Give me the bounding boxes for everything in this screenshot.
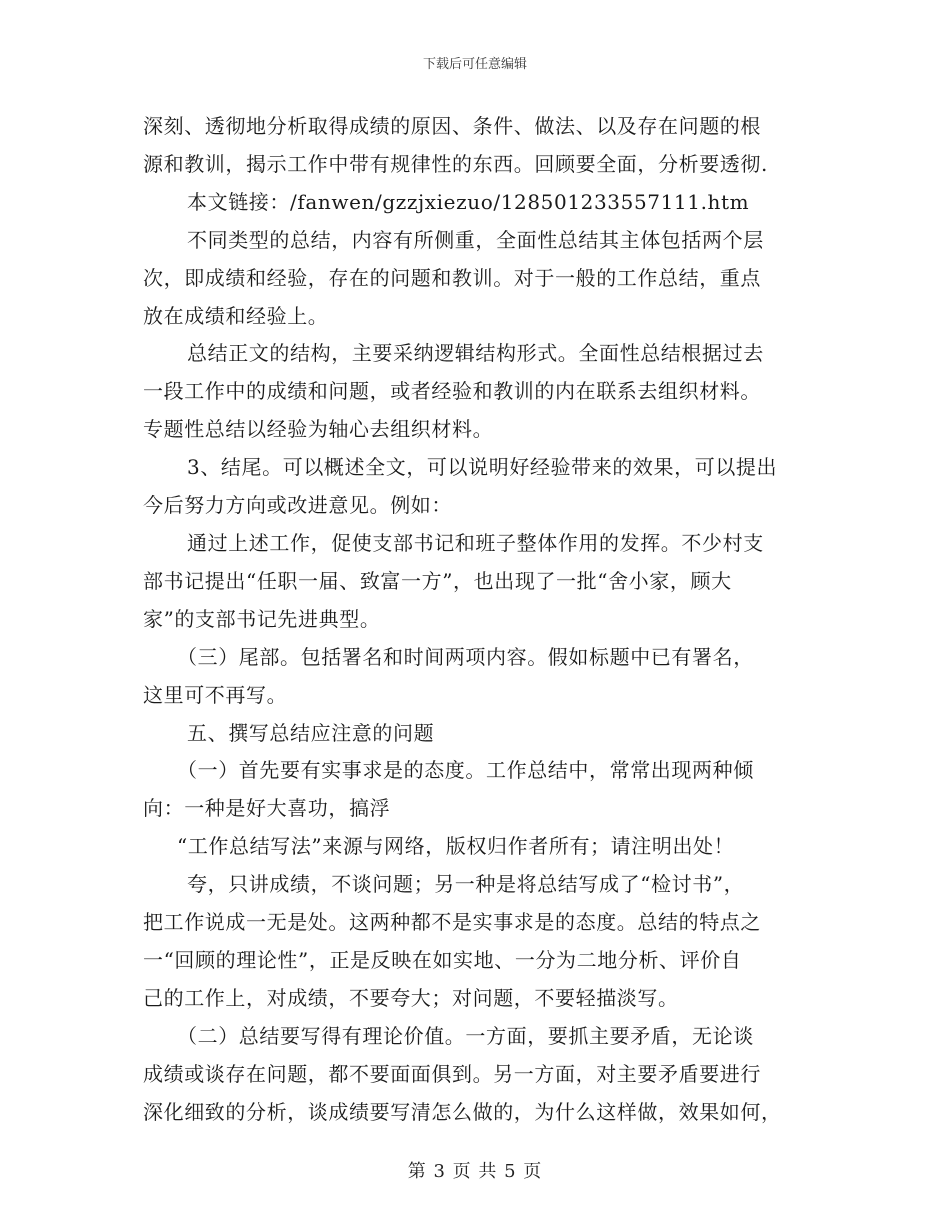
paragraph-line: 3、结尾。可以概述全文，可以说明好经验带来的效果，可以提出: [187, 455, 778, 480]
paragraph-line: 己的工作上，对成绩，不要夸大；对问题，不要轻描淡写。: [143, 985, 679, 1010]
paragraph-line: 放在成绩和经验上。: [143, 303, 329, 328]
paragraph-line: 深化细致的分析，谈成绩要写清怎么做的，为什么这样做，效果如何，: [143, 1099, 782, 1124]
paragraph-line: 向：一种是好大喜功，搞浮: [143, 796, 391, 821]
paragraph-line: 把工作说成一无是处。这两种都不是实事求是的态度。总结的特点之: [143, 910, 761, 935]
paragraph-line: 家”的支部书记先进典型。: [143, 606, 381, 631]
paragraph-line: 部书记提出“任职一届、致富一方”，也出现了一批“舍小家，顾大: [143, 568, 732, 593]
page-header: 下载后可任意编辑: [422, 57, 527, 72]
paragraph-line: 总结正文的结构，主要采纳逻辑结构形式。全面性总结根据过去: [187, 341, 764, 366]
paragraph-line: 深刻、透彻地分析取得成绩的原因、条件、做法、以及存在问题的根: [143, 114, 761, 138]
paragraph-line: 源和教训，揭示工作中带有规律性的东西。回顾要全面，分析要透彻.: [143, 151, 768, 176]
paragraph-line: 今后努力方向或改进意见。例如：: [143, 493, 452, 518]
paragraph-line: 这里可不再写。: [143, 682, 288, 707]
paragraph-line: 不同类型的总结，内容有所侧重，全面性总结其主体包括两个层: [187, 227, 764, 252]
source-notice-line: “工作总结写法”来源与网络，版权归作者所有；请注明出处！: [177, 834, 735, 859]
article-link-line: 本文链接：/fanwen/gzzjxiezuo/128501233557111.htm: [187, 189, 750, 214]
paragraph-line: 一“回顾的理论性”，正是反映在如实地、一分为二地分析、评价自: [143, 947, 742, 972]
paragraph-line: （一）首先要有实事求是的态度。工作总结中，常常出现两种倾: [177, 758, 754, 783]
paragraph-line: 夸，只讲成绩，不谈问题；另一种是将总结写成了“检讨书”，: [187, 872, 745, 897]
paragraph-line: （三）尾部。包括署名和时间两项内容。假如标题中已有署名，: [177, 644, 754, 669]
section-heading: 五、撰写总结应注意的问题: [187, 720, 435, 745]
paragraph-line: 一段工作中的成绩和问题，或者经验和教训的内在联系去组织材料。: [143, 379, 761, 404]
paragraph-line: 专题性总结以经验为轴心去组织材料。: [143, 417, 494, 442]
paragraph-line: 通过上述工作，促使支部书记和班子整体作用的发挥。不少村支: [187, 530, 764, 555]
page-footer: 第 3 页 共 5 页: [407, 1161, 543, 1182]
paragraph-line: （二）总结要写得有理论价值。一方面，要抓主要矛盾，无论谈: [177, 1023, 754, 1048]
paragraph-line: 次，即成绩和经验，存在的问题和教训。对于一般的工作总结，重点: [143, 265, 761, 290]
paragraph-line: 成绩或谈存在问题，都不要面面俱到。另一方面，对主要矛盾要进行: [143, 1061, 761, 1086]
document-body: [143, 108, 813, 1131]
